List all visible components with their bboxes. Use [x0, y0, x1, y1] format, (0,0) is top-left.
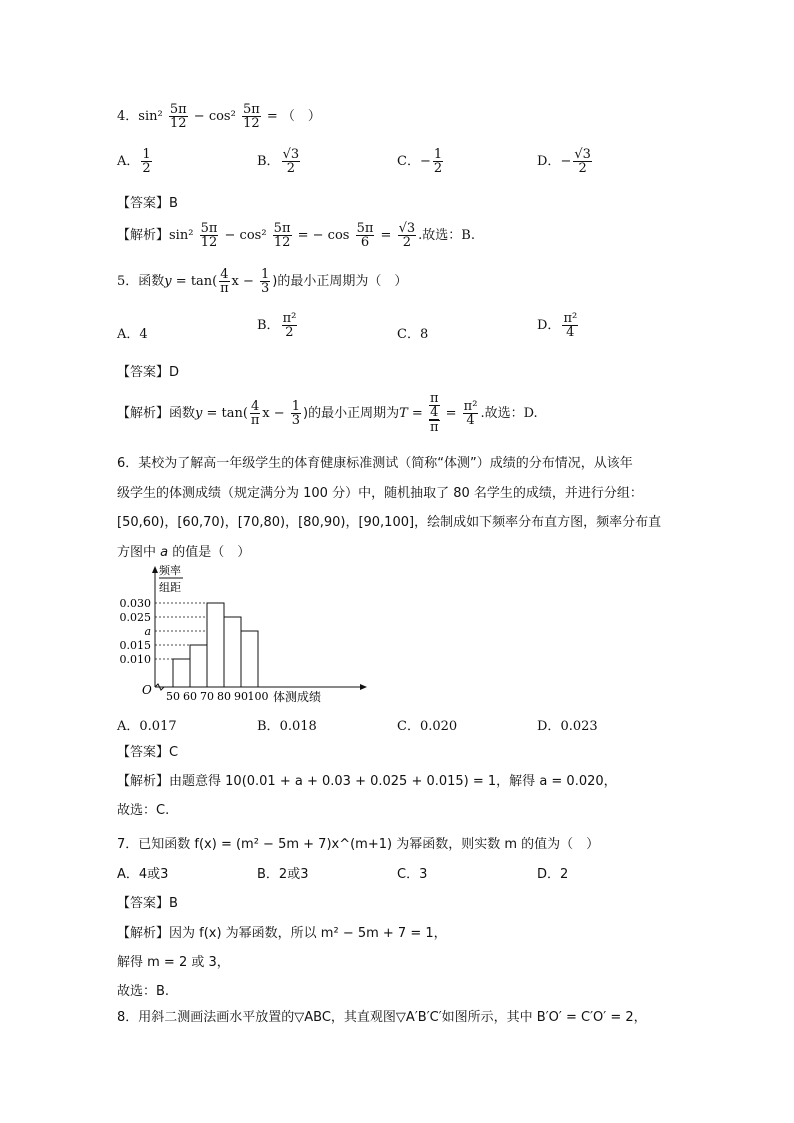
q7-option-c[interactable]: C．3 — [397, 867, 428, 882]
q4-stem: 4．sin² $\frac{5\pi}{12}$ − cos² $\frac{5\pi}{12}$ = （ ） — [117, 102, 321, 131]
y-tick-label: 0.010 — [119, 653, 151, 666]
q4-option-a[interactable]: A． $\frac{1}{2}$ — [117, 147, 151, 176]
q7-analysis-2: 解得 m = 2 或 3， — [117, 955, 230, 970]
q7-option-a[interactable]: A．4或3 — [117, 867, 169, 882]
y-tick-label: 0.025 — [119, 611, 151, 624]
histogram-bar — [224, 617, 241, 687]
y-label-bottom: 组距 — [159, 581, 181, 594]
x-axis-label: 体测成绩 — [273, 690, 322, 704]
q6-line-4: 方图中 a 的值是（ ） — [117, 545, 251, 560]
histogram-bar — [241, 631, 258, 687]
q6-option-d[interactable]: D．0.023 — [537, 719, 598, 734]
q5-stem: 5．函数y = tan( $\frac{4}{\pi}$ x − $\frac{1}{3}$ )的最小正周期为（ ） — [117, 267, 408, 296]
q4-frac-2: $\frac{5\pi}{12}$ — [242, 102, 260, 131]
q4-option-c[interactable]: C．− $\frac{1}{2}$ — [397, 147, 443, 176]
q6-option-a[interactable]: A．0.017 — [117, 719, 177, 734]
q5-option-a[interactable]: A．4 — [117, 327, 148, 342]
x-tick-label: 100 — [247, 690, 269, 703]
y-tick-label: a — [144, 625, 151, 638]
q5-answer: 【答案】D — [117, 365, 180, 380]
q5-option-d[interactable]: D． $\frac{\text{π²}}{4}$ — [537, 311, 578, 340]
q6-answer: 【答案】C — [117, 745, 179, 760]
histogram-bar — [173, 659, 190, 687]
q7-stem: 7．已知函数 f(x) = (m² − 5m + 7)x^(m+1) 为幂函数，则实数 m 的值为（ ） — [117, 837, 600, 852]
q7-answer: 【答案】B — [117, 896, 178, 911]
q5-option-b[interactable]: B． $\frac{\text{π²}}{2}$ — [257, 311, 297, 340]
q6-analysis: 【解析】由题意得 10(0.01 + a + 0.03 + 0.025 + 0.015) = 1，解得 a = 0.020， — [117, 774, 617, 789]
origin-label: O — [142, 683, 152, 697]
x-tick-label: 70 — [200, 690, 214, 703]
q4-answer: 【答案】B — [117, 196, 178, 211]
q6-line-3: [50,60)，[60,70)，[70,80)，[80,90)，[90,100]，绘制成如下频率分布直方图，频率分布直 — [117, 515, 662, 530]
q6-line-1: 6．某校为了解高一年级学生的体育健康标准测试（简称“体测”）成绩的分布情况，从该年 — [117, 456, 633, 471]
x-axis-arrow — [360, 684, 367, 690]
q5-option-c[interactable]: C．8 — [397, 327, 429, 342]
q4-frac-1: $\frac{5\pi}{12}$ — [169, 102, 187, 131]
x-tick-label: 90 — [234, 690, 248, 703]
x-tick-label: 50 — [166, 690, 180, 703]
histogram-bar — [190, 645, 207, 687]
q5-analysis: 【解析】函数y = tan( $\frac{4}{\pi}$ x − $\frac{1}{3}$ )的最小正周期为T = π 4 π = $\frac{\text{π²}}{4}$ .故选：D. — [117, 391, 538, 435]
y-tick-label: 0.030 — [119, 597, 151, 610]
x-tick-label: 80 — [217, 690, 231, 703]
q6-analysis-2: 故选：C. — [117, 803, 170, 818]
q6-line-2: 级学生的体测成绩（规定满分为 100 分）中，随机抽取了 80 名学生的成绩，并进行分组： — [117, 486, 643, 501]
q7-analysis-1: 【解析】因为 f(x) 为幂函数，所以 m² − 5m + 7 = 1， — [117, 926, 447, 941]
q6-option-c[interactable]: C．0.020 — [397, 719, 458, 734]
x-tick-label: 60 — [183, 690, 197, 703]
q7-option-d[interactable]: D．2 — [537, 867, 569, 882]
y-tick-label: 0.015 — [119, 639, 151, 652]
q4-option-b[interactable]: B． $\frac{√3}{2}$ — [257, 147, 300, 176]
q7-option-b[interactable]: B．2或3 — [257, 867, 309, 882]
frequency-histogram — [115, 563, 375, 713]
q4-analysis: 【解析】sin² $\frac{5\pi}{12}$ − cos² $\frac{5\pi}{12}$ = − cos $\frac{5\pi}{6}$ = $\frac{√3}{2}$ .故选：B. — [117, 221, 475, 250]
histogram-bar — [207, 603, 224, 687]
y-label-top: 频率 — [159, 564, 181, 577]
q6-option-b[interactable]: B．0.018 — [257, 719, 317, 734]
q4-option-d[interactable]: D．− $\frac{√3}{2}$ — [537, 147, 591, 176]
y-axis-arrow — [152, 566, 158, 573]
q7-analysis-3: 故选：B. — [117, 984, 170, 999]
q8-stem: 8．用斜二测画法画水平放置的▽ABC，其直观图▽A′B′C′如图所示，其中 B′O′ = C′O′ = 2， — [117, 1010, 647, 1025]
